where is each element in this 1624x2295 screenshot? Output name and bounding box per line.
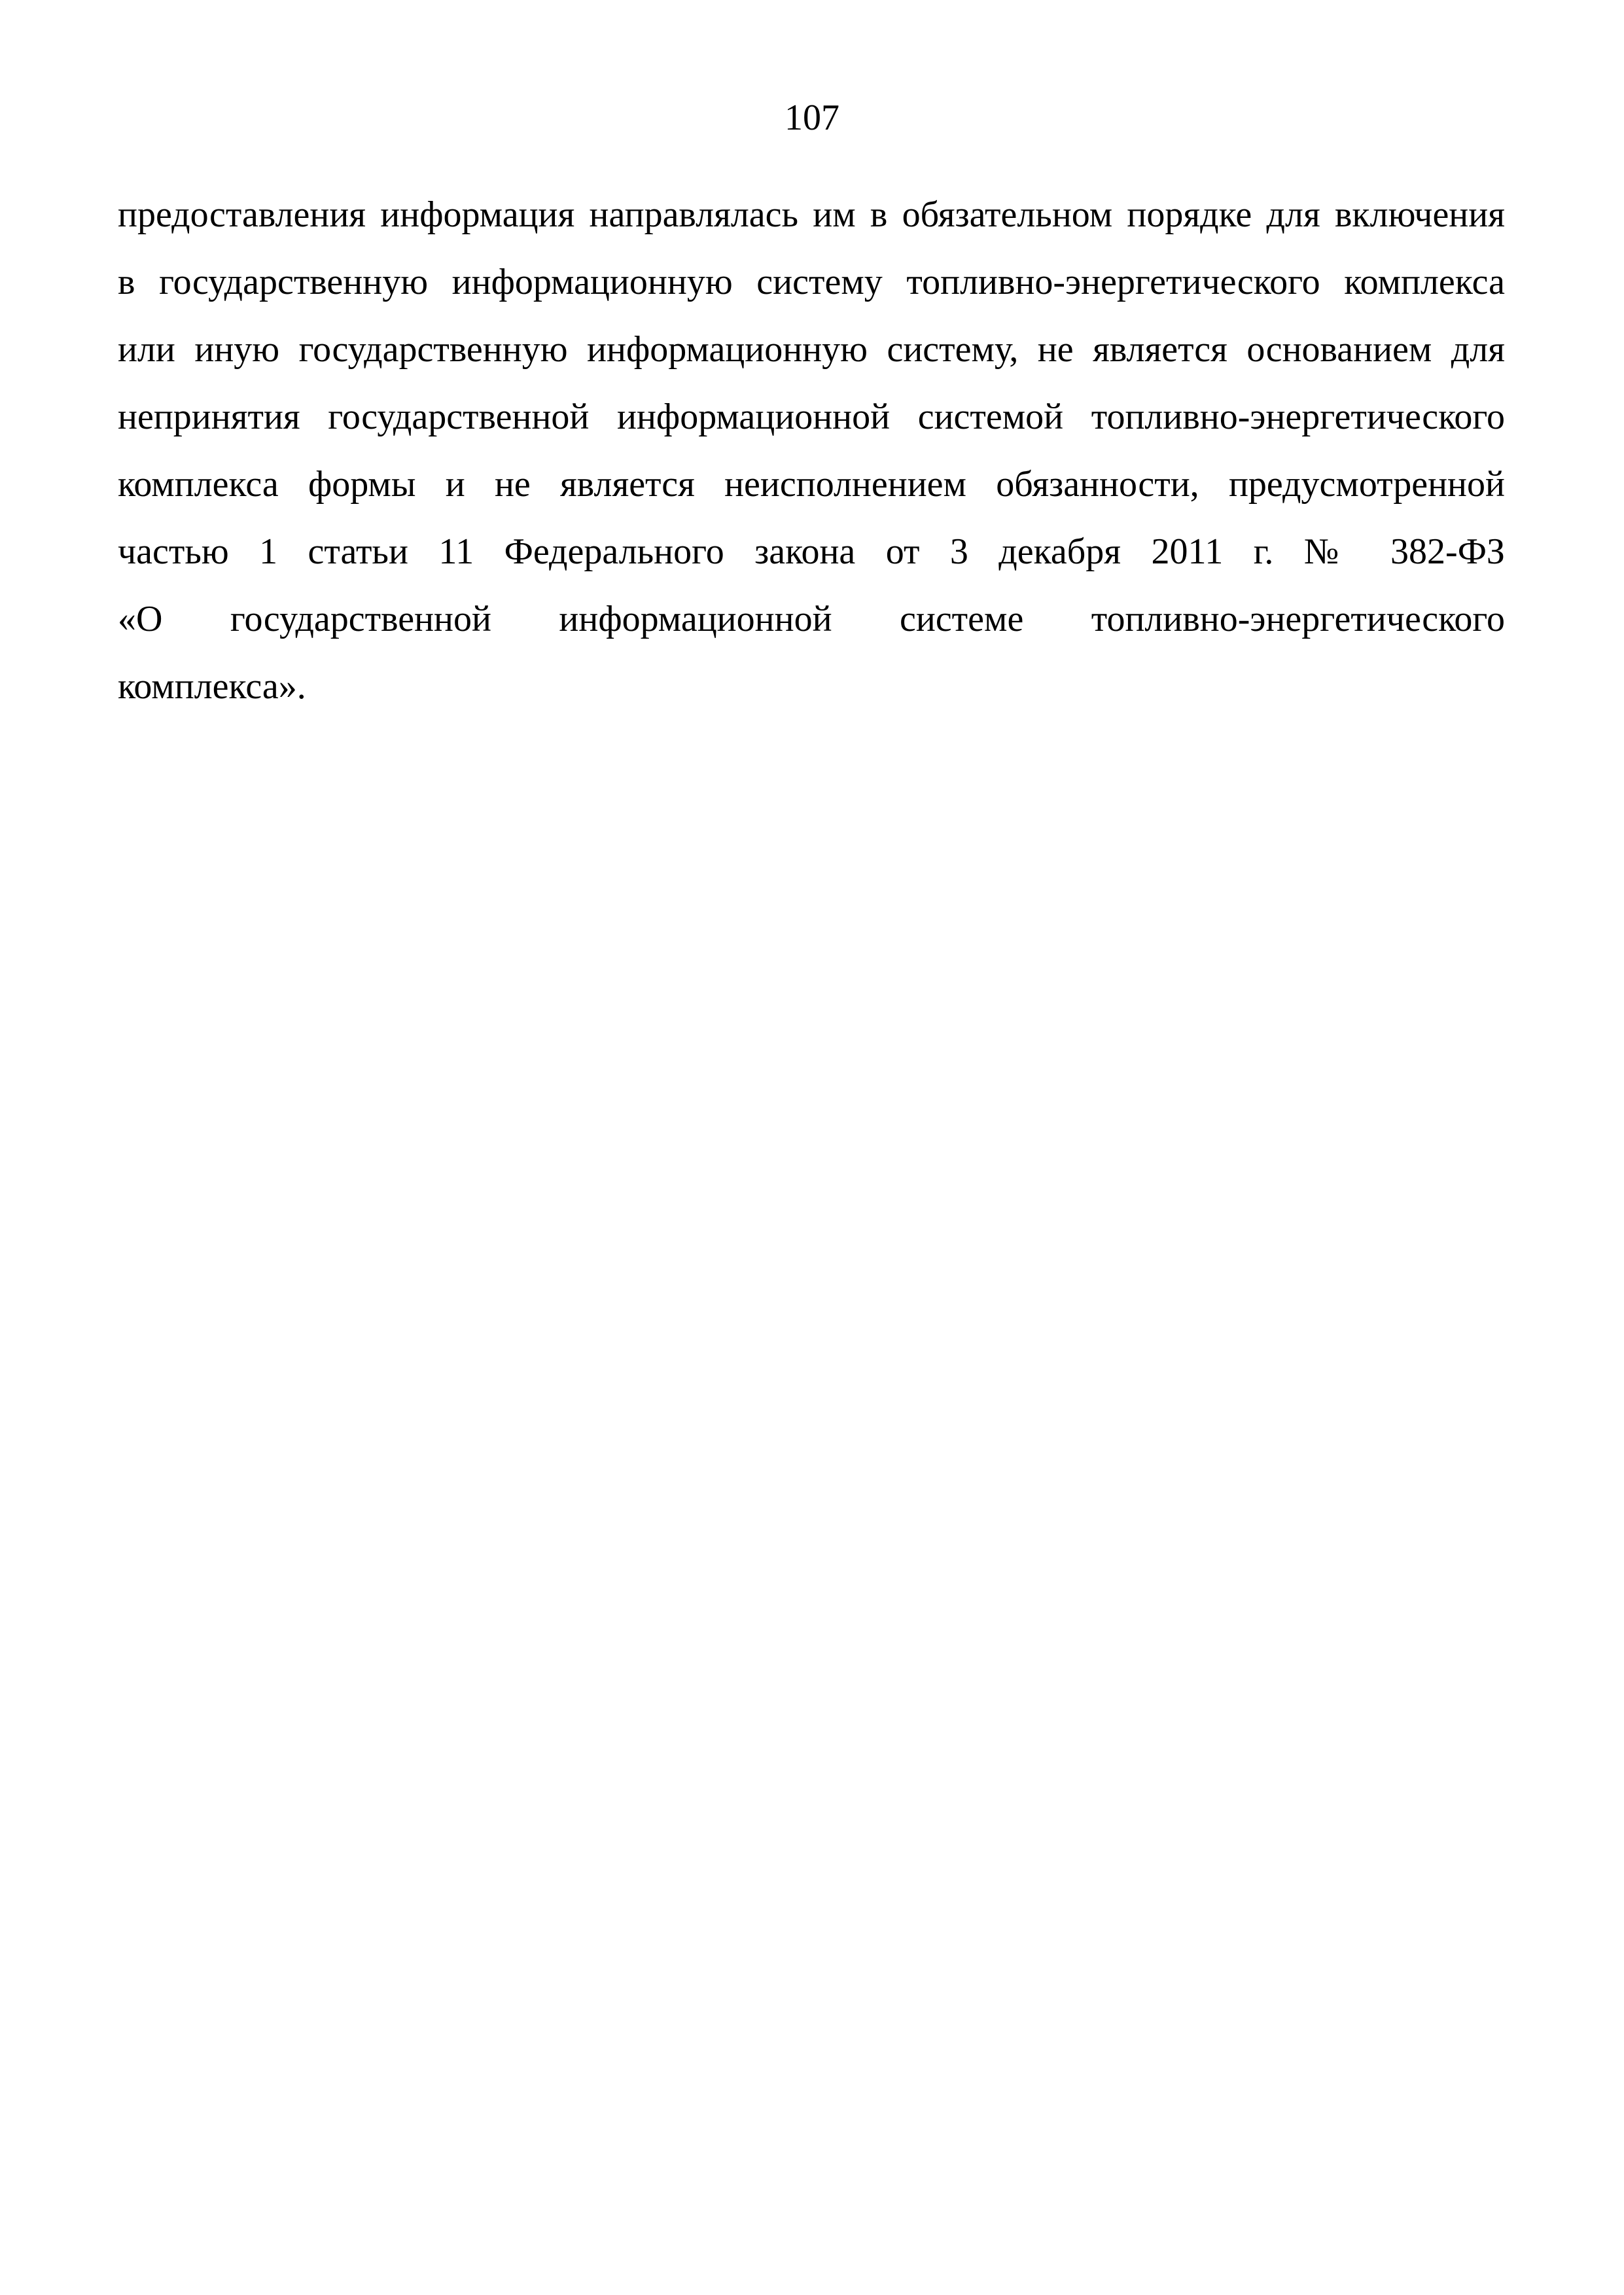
text-line: непринятия государственной информационной системой топливно-энергетического — [118, 397, 1505, 437]
text-line: или иную государственную информационную систему, не является основанием для — [118, 329, 1505, 370]
text-line: частью 1 статьи 11 Федерального закона от 3 декабря 2011 г. № 382-ФЗ — [118, 531, 1505, 572]
text-line: комплекса формы и не является неисполнением обязанности, предусмотренной — [118, 464, 1505, 505]
body-paragraph — [118, 181, 1505, 721]
text-line: комплекса». — [118, 666, 306, 707]
text-line: предоставления информация направлялась им в обязательном порядке для включения — [118, 194, 1505, 235]
page-number: 107 — [785, 98, 839, 138]
text-line: в государственную информационную систему топливно-энергетического комплекса — [118, 262, 1505, 302]
text-line: «О государственной информационной системе топливно-энергетического — [118, 599, 1505, 639]
